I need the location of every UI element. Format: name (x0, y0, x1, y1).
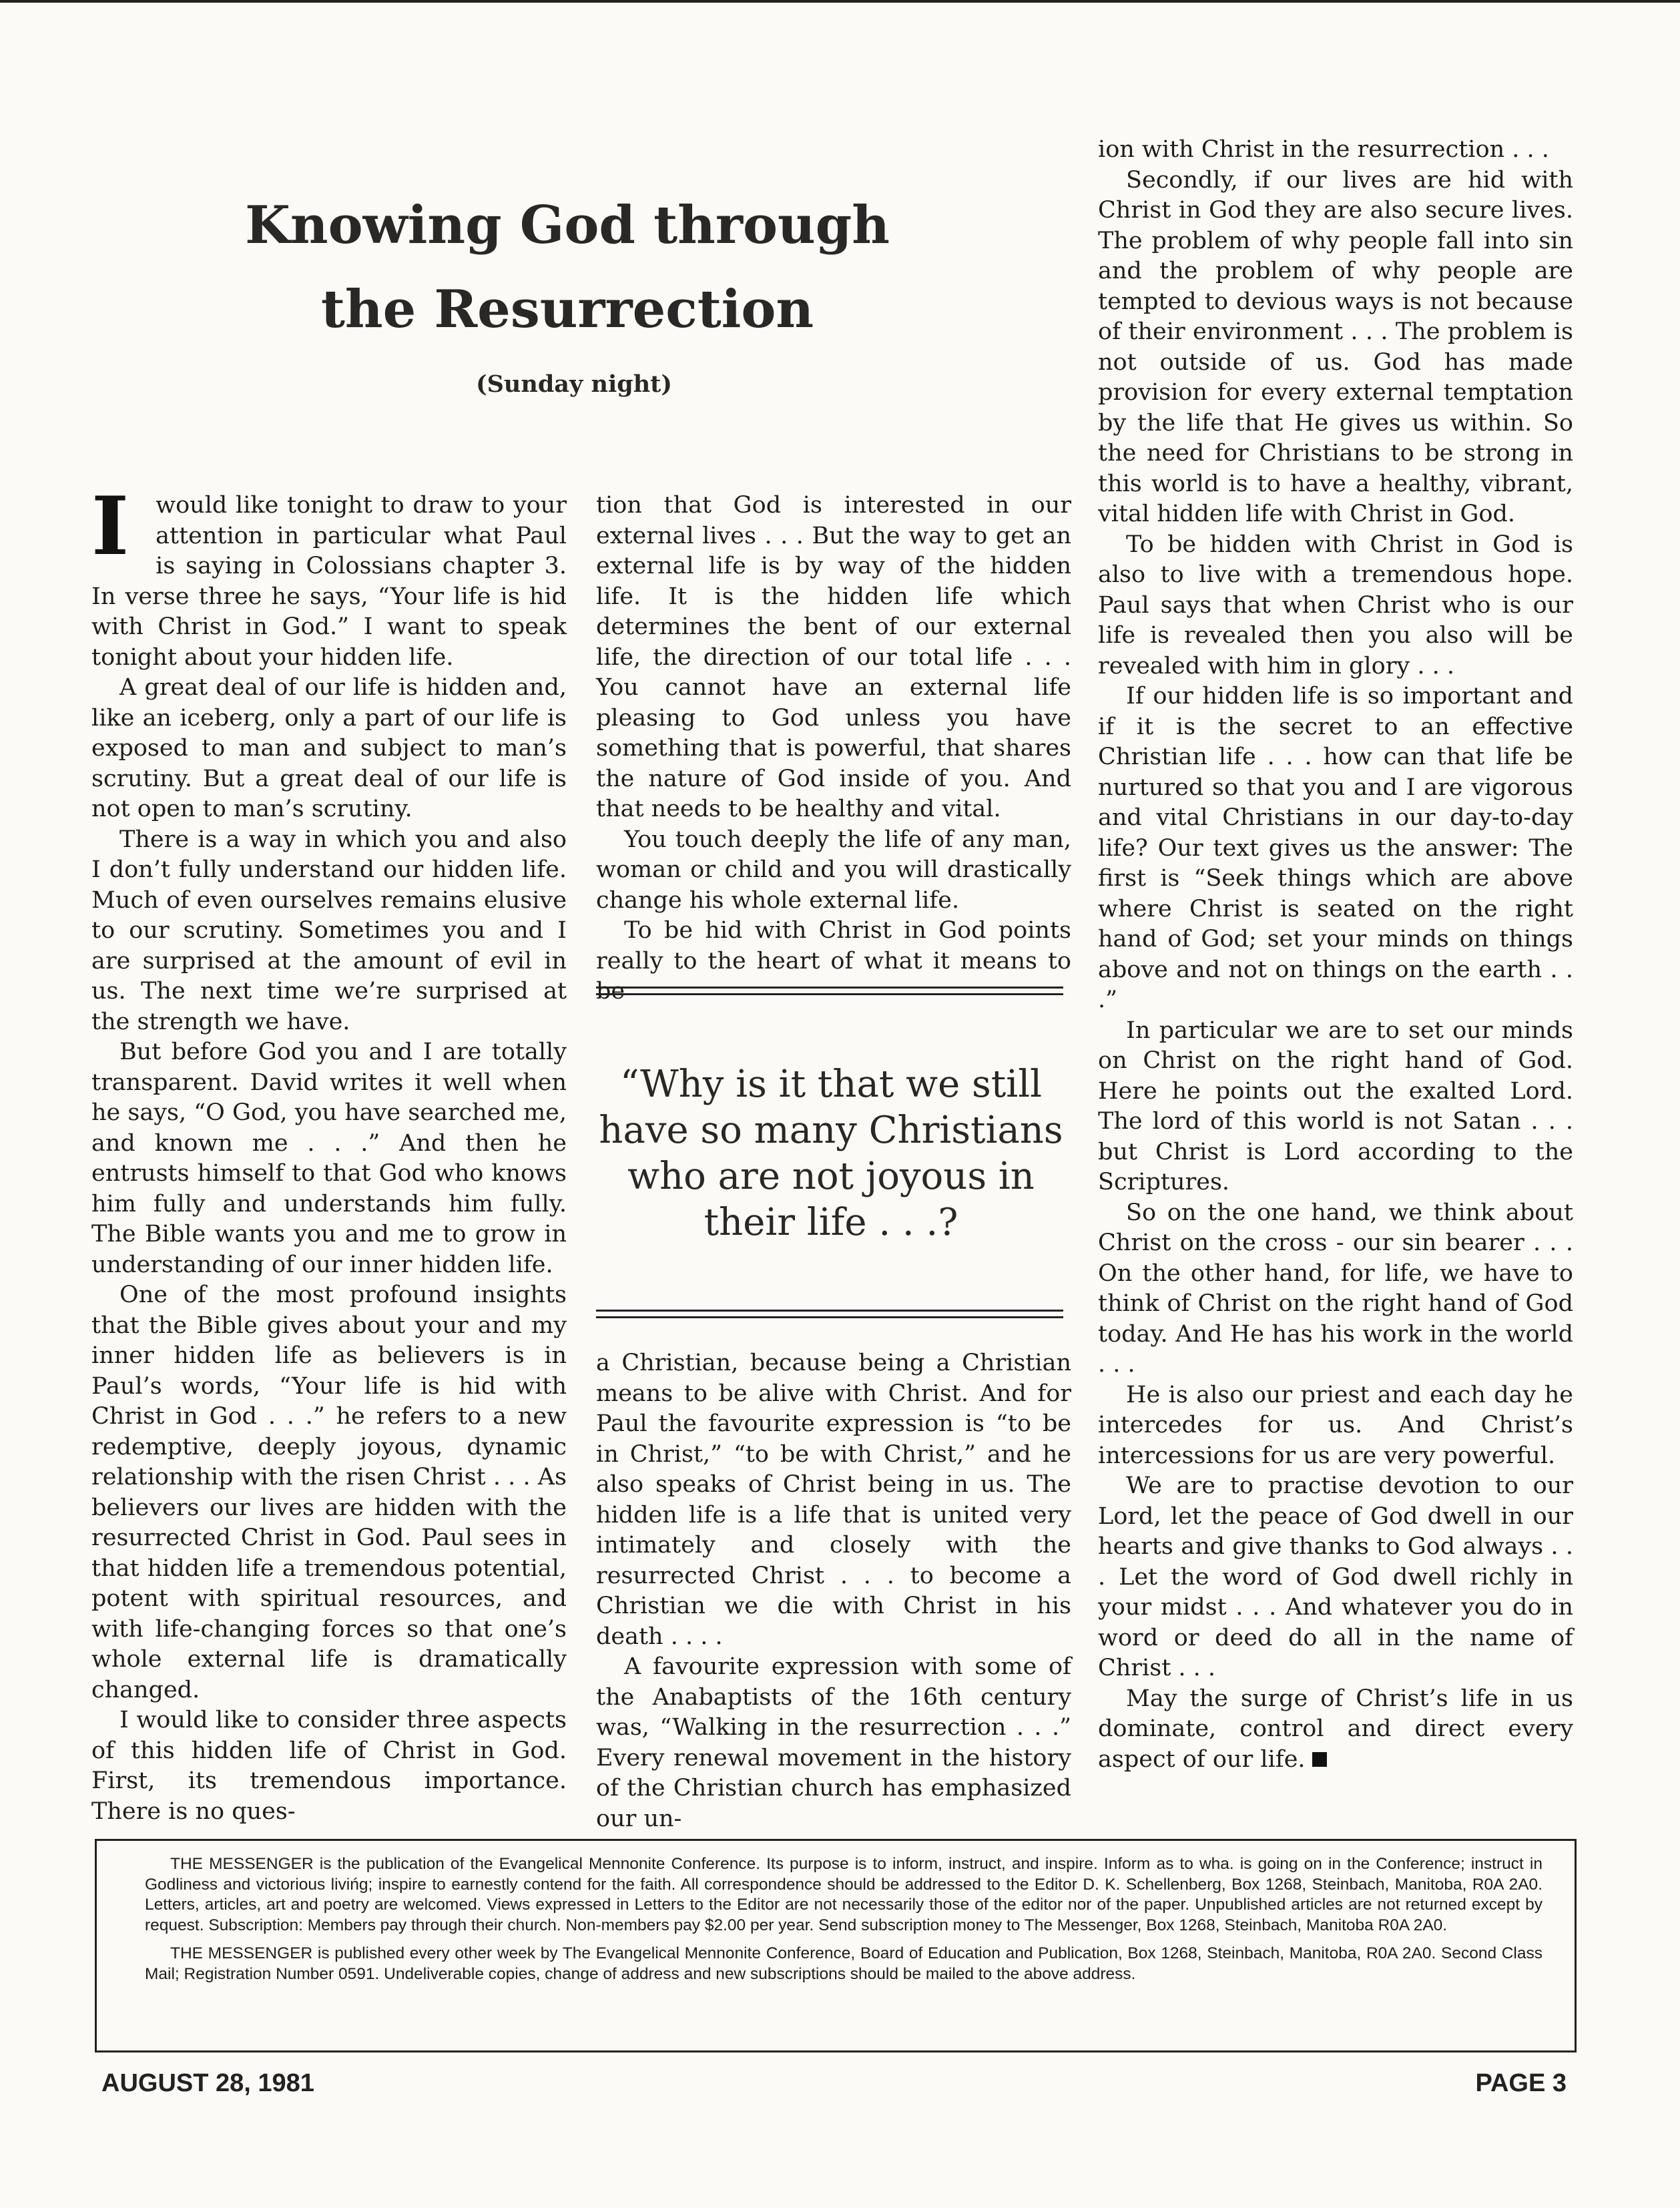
paragraph: would like tonight to draw to your attention in particular what Paul is saying in Colossians chapter 3. In verse three he says, “Your life is hid with Christ in God.” I want to speak tonight about your hidden life. (91, 492, 567, 671)
paragraph: tion that God is interested in our external lives . . . But the way to get an external life is by way of the hidden life. It is the hidden life which determines the bent of our external life, the direction of our total life . . . You cannot have an external life pleasing to God unless you have something that is powerful, that shares the nature of God inside of you. And that needs to be healthy and vital. (596, 492, 1071, 822)
article-subtitle: (Sunday night) (476, 370, 672, 398)
column-3 (1098, 135, 1573, 1775)
paragraph: You touch deeply the life of any man, woman or child and you will drastically change his whole external life. (596, 826, 1071, 914)
paragraph: To be hid with Christ in God points really to the heart of what it means to be (596, 917, 1071, 1005)
paragraph: He is also our priest and each day he intercedes for us. And Christ’s intercessions for us are very powerful. (1098, 1381, 1573, 1469)
column-2-top (596, 491, 1071, 1007)
top-border (0, 0, 1680, 3)
pull-quote-rule-top (596, 987, 1063, 989)
pull-quote-rule-top-2 (596, 993, 1063, 995)
end-mark-icon (1312, 1752, 1327, 1767)
article-title: Knowing God through the Resurrection (245, 195, 890, 340)
publication-info: THE MESSENGER is the publication of the Evangelical Mennonite Conference. Its purpose is to inform, instruct, and inspire. Inform as to wha. is going on in the Conference; instruct in Godliness and victorious livińg; inspire to earnestly contend for the faith. All correspondence should be addressed to the Editor D. K. Schellenberg, Box 1268, Steinbach, Manitoba, R0A 2A0. Letters, articles, art and poetry are welcomed. Views expressed in Letters to the Editor are not necessarily those of the editor nor of the paper. Unpublished articles are not returned except by request. Subscription: Members pay through their church. Non-members pay $2.00 per year. Send subscription money to The Messenger, Box 1268, Steinbach, Manitoba R0A 2A0. (145, 1855, 1543, 1934)
drop-cap: I (91, 479, 129, 573)
paragraph: So on the one hand, we think about Christ on the cross - our sin bearer . . . On the other hand, for life, we have to think of Christ on the right hand of God today. And He has his work in the world . . . (1098, 1199, 1573, 1378)
paragraph-text: May the surge of Christ’s life in us dominate, control and direct every aspect of our life. (1098, 1685, 1573, 1773)
column-1 (91, 479, 567, 1827)
paragraph: There is a way in which you and also I don’t fully understand our hidden life. Much of even ourselves remains elusive to our scrutiny. Sometimes you and I are surprised at the amount of evil in us. The next time we’re surprised at the strength we have. (91, 826, 567, 1035)
paragraph: A great deal of our life is hidden and, like an iceberg, only a part of our life is exposed to man and subject to man’s scrutiny. But a great deal of our life is not open to man’s scrutiny. (91, 674, 567, 822)
pull-quote: “Why is it that we still have so many Christians who are not joyous in their life . . .? (599, 1063, 1063, 1244)
paragraph: a Christian, because being a Christian means to be alive with Christ. And for Paul the favourite expression is “to be in Christ,” “to be with Christ,” and he also speaks of Christ being in us. The hidden life is a life that is united very intimately and closely with the resurrected Christ . . . to become a Christian we die with Christ in his death . . . . (596, 1350, 1071, 1650)
paragraph: To be hidden with Christ in God is also to live with a tremendous hope. Paul says that when Christ who is our life is revealed then you also will be revealed with him in glory . . . (1098, 531, 1573, 679)
paragraph: We are to practise devotion to our Lord, let the peace of God dwell in our hearts and give thanks to God always . . . Let the word of God dwell richly in your midst . . . And whatever you do in word or deed do all in the name of Christ . . . (1098, 1472, 1573, 1681)
paragraph: A favourite expression with some of the Anabaptists of the 16th century was, “Walking in the resurrection . . .” Every renewal movement in the history of the Christian church has emphasized our un- (596, 1653, 1071, 1832)
paragraph: In particular we are to set our minds on Christ on the right hand of God. Here he points out the exalted Lord. The lord of this world is not Satan . . . but Christ is Lord according to the Scriptures. (1098, 1017, 1573, 1195)
mailing-info: THE MESSENGER is published every other week by The Evangelical Mennonite Conference, Board of Education and Publication, Box 1268, Steinbach, Manitoba, R0A 2A0. Second Class Mail; Registration Number 0591. Undeliverable copies, change of address and new subscriptions should be mailed to the above address. (145, 1944, 1543, 1983)
pull-quote-rule-bottom (596, 1310, 1063, 1312)
paragraph: If our hidden life is so important and if it is the secret to an effective Christian life . . . how can that life be nurtured so that you and I are vigorous and vital Christians in our day-to-day life? Our text gives us the answer: The first is “Seek things which are above where Christ is seated on the right hand of God; set your minds on things above and not on things on the earth . . .” (1098, 683, 1573, 1013)
paragraph: Secondly, if our lives are hid with Christ in God they are also secure lives. The problem of why people fall into sin and the problem of why people are tempted to devious ways is not because of their environment . . . The problem is not outside of us. God has made provision for every external temptation by the life that He gives us within. So the need for Christians to be strong in this world is to have a healthy, vibrant, vital hidden life with Christ in God. (1098, 166, 1573, 527)
page-number: PAGE 3 (1475, 2069, 1567, 2097)
publication-info-box (95, 1839, 1577, 2052)
paragraph: I would like to consider three aspects of this hidden life of Christ in God. First, its tremendous importance. There is no ques- (91, 1707, 567, 1825)
issue-date: AUGUST 28, 1981 (101, 2069, 314, 2097)
paragraph: But before God you and I are totally transparent. David writes it well when he says, “O God, you have searched me, and known me . . .” And then he entrusts himself to that God who knows him fully and understands him fully. The Bible wants you and me to grow in understanding of our inner hidden life. (91, 1039, 567, 1278)
pull-quote-rule-bottom-2 (596, 1316, 1063, 1318)
paragraph: One of the most profound insights that the Bible gives about your and my inner hidden life as believers is in Paul’s words, “Your life is hid with Christ in God . . .” he refers to a new redemptive, deeply joyous, dynamic relationship with the risen Christ . . . As believers our lives are hidden with the resurrected Christ in God. Paul sees in that hidden life a tremendous potential, potent with spiritual resources, and with life-changing forces so that one’s whole external life is dramatically changed. (91, 1282, 567, 1703)
paragraph: ion with Christ in the resurrection . . . (1098, 136, 1549, 163)
last-paragraph (1098, 1684, 1573, 1775)
column-2-bottom (596, 1348, 1071, 1834)
